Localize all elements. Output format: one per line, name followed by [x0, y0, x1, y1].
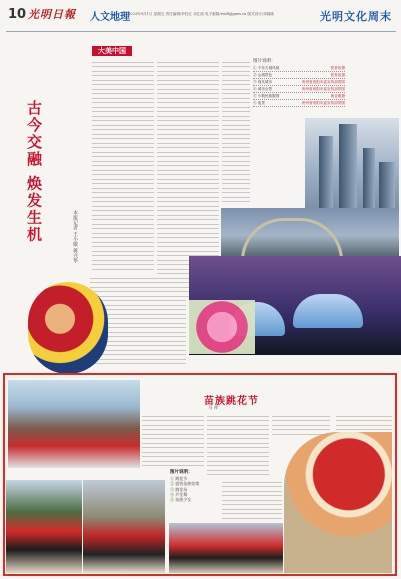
festival-square-photo — [169, 523, 283, 573]
feature-text-col-5 — [222, 480, 282, 520]
page-header — [6, 4, 396, 30]
feature-caption: ① 跳花节 — [170, 476, 188, 482]
text-column-4 — [222, 60, 250, 204]
flower-photo — [189, 300, 255, 354]
text-column-1 — [92, 60, 154, 272]
lusheng-players-photo — [83, 480, 165, 573]
feature-text-col-2 — [207, 414, 269, 476]
header-rule — [6, 31, 396, 32]
feature-title: 苗族跳花节 — [204, 396, 259, 407]
feature-caption: ③ 跳花场 — [170, 486, 188, 492]
caption-row: ① 千年古城风貌 张世伟摄 — [253, 66, 345, 70]
page-number: 10 — [8, 7, 27, 22]
caption-row: ⑤ 少数民族服饰 黄亚明摄 — [253, 94, 345, 98]
photo-caption-box — [253, 58, 345, 104]
article-author: 本报记者 王小敏 蒋兴华 — [72, 210, 78, 264]
feature-text-col-1 — [142, 414, 204, 470]
ethnic-girl-photo — [28, 282, 108, 374]
feature-author: 马 祥 — [208, 406, 219, 411]
festival-crowd-photo — [8, 380, 140, 468]
caption-row: ④ 城市全景 贵州省贵阳市委宣传部供图 — [253, 87, 345, 91]
feature-caption: ④ 芦笙舞 — [170, 491, 188, 497]
feature-caption: ⑤ 苗族少女 — [170, 497, 192, 503]
caption-row: ⑥ 夜景 贵州省贵阳市委宣传部供图 — [253, 101, 345, 105]
feature-caption: ② 盛装苗族姑娘 — [170, 481, 200, 487]
dancers-photo — [6, 480, 82, 573]
section-name: 人文地理 — [90, 12, 130, 23]
newspaper-logo: 光明日報 — [28, 8, 76, 21]
caption-row: ③ 现代城市 贵州省贵阳市委宣传部供图 — [253, 80, 345, 84]
feature-caption-heading: 图片说明： — [170, 470, 193, 475]
caption-box-title: 图片说明： — [253, 59, 276, 64]
column-kicker: 大美中国 — [92, 46, 132, 56]
miao-girl-portrait-photo — [284, 432, 392, 573]
weekly-title: 光明文化周末 — [320, 10, 392, 23]
feature-text-col-3 — [272, 414, 330, 436]
issue-meta: 2023年9月1日 星期五 责任编辑/李旺红 邓汇丽 电子邮箱/rwdl@gmw.cn 版式设计/邓晓瑜 — [128, 12, 274, 16]
article-title: 古今交融 焕发生机 — [25, 100, 43, 244]
feature-caption-list — [170, 470, 218, 502]
caption-row: ② 山城景色 张世伟摄 — [253, 73, 345, 77]
